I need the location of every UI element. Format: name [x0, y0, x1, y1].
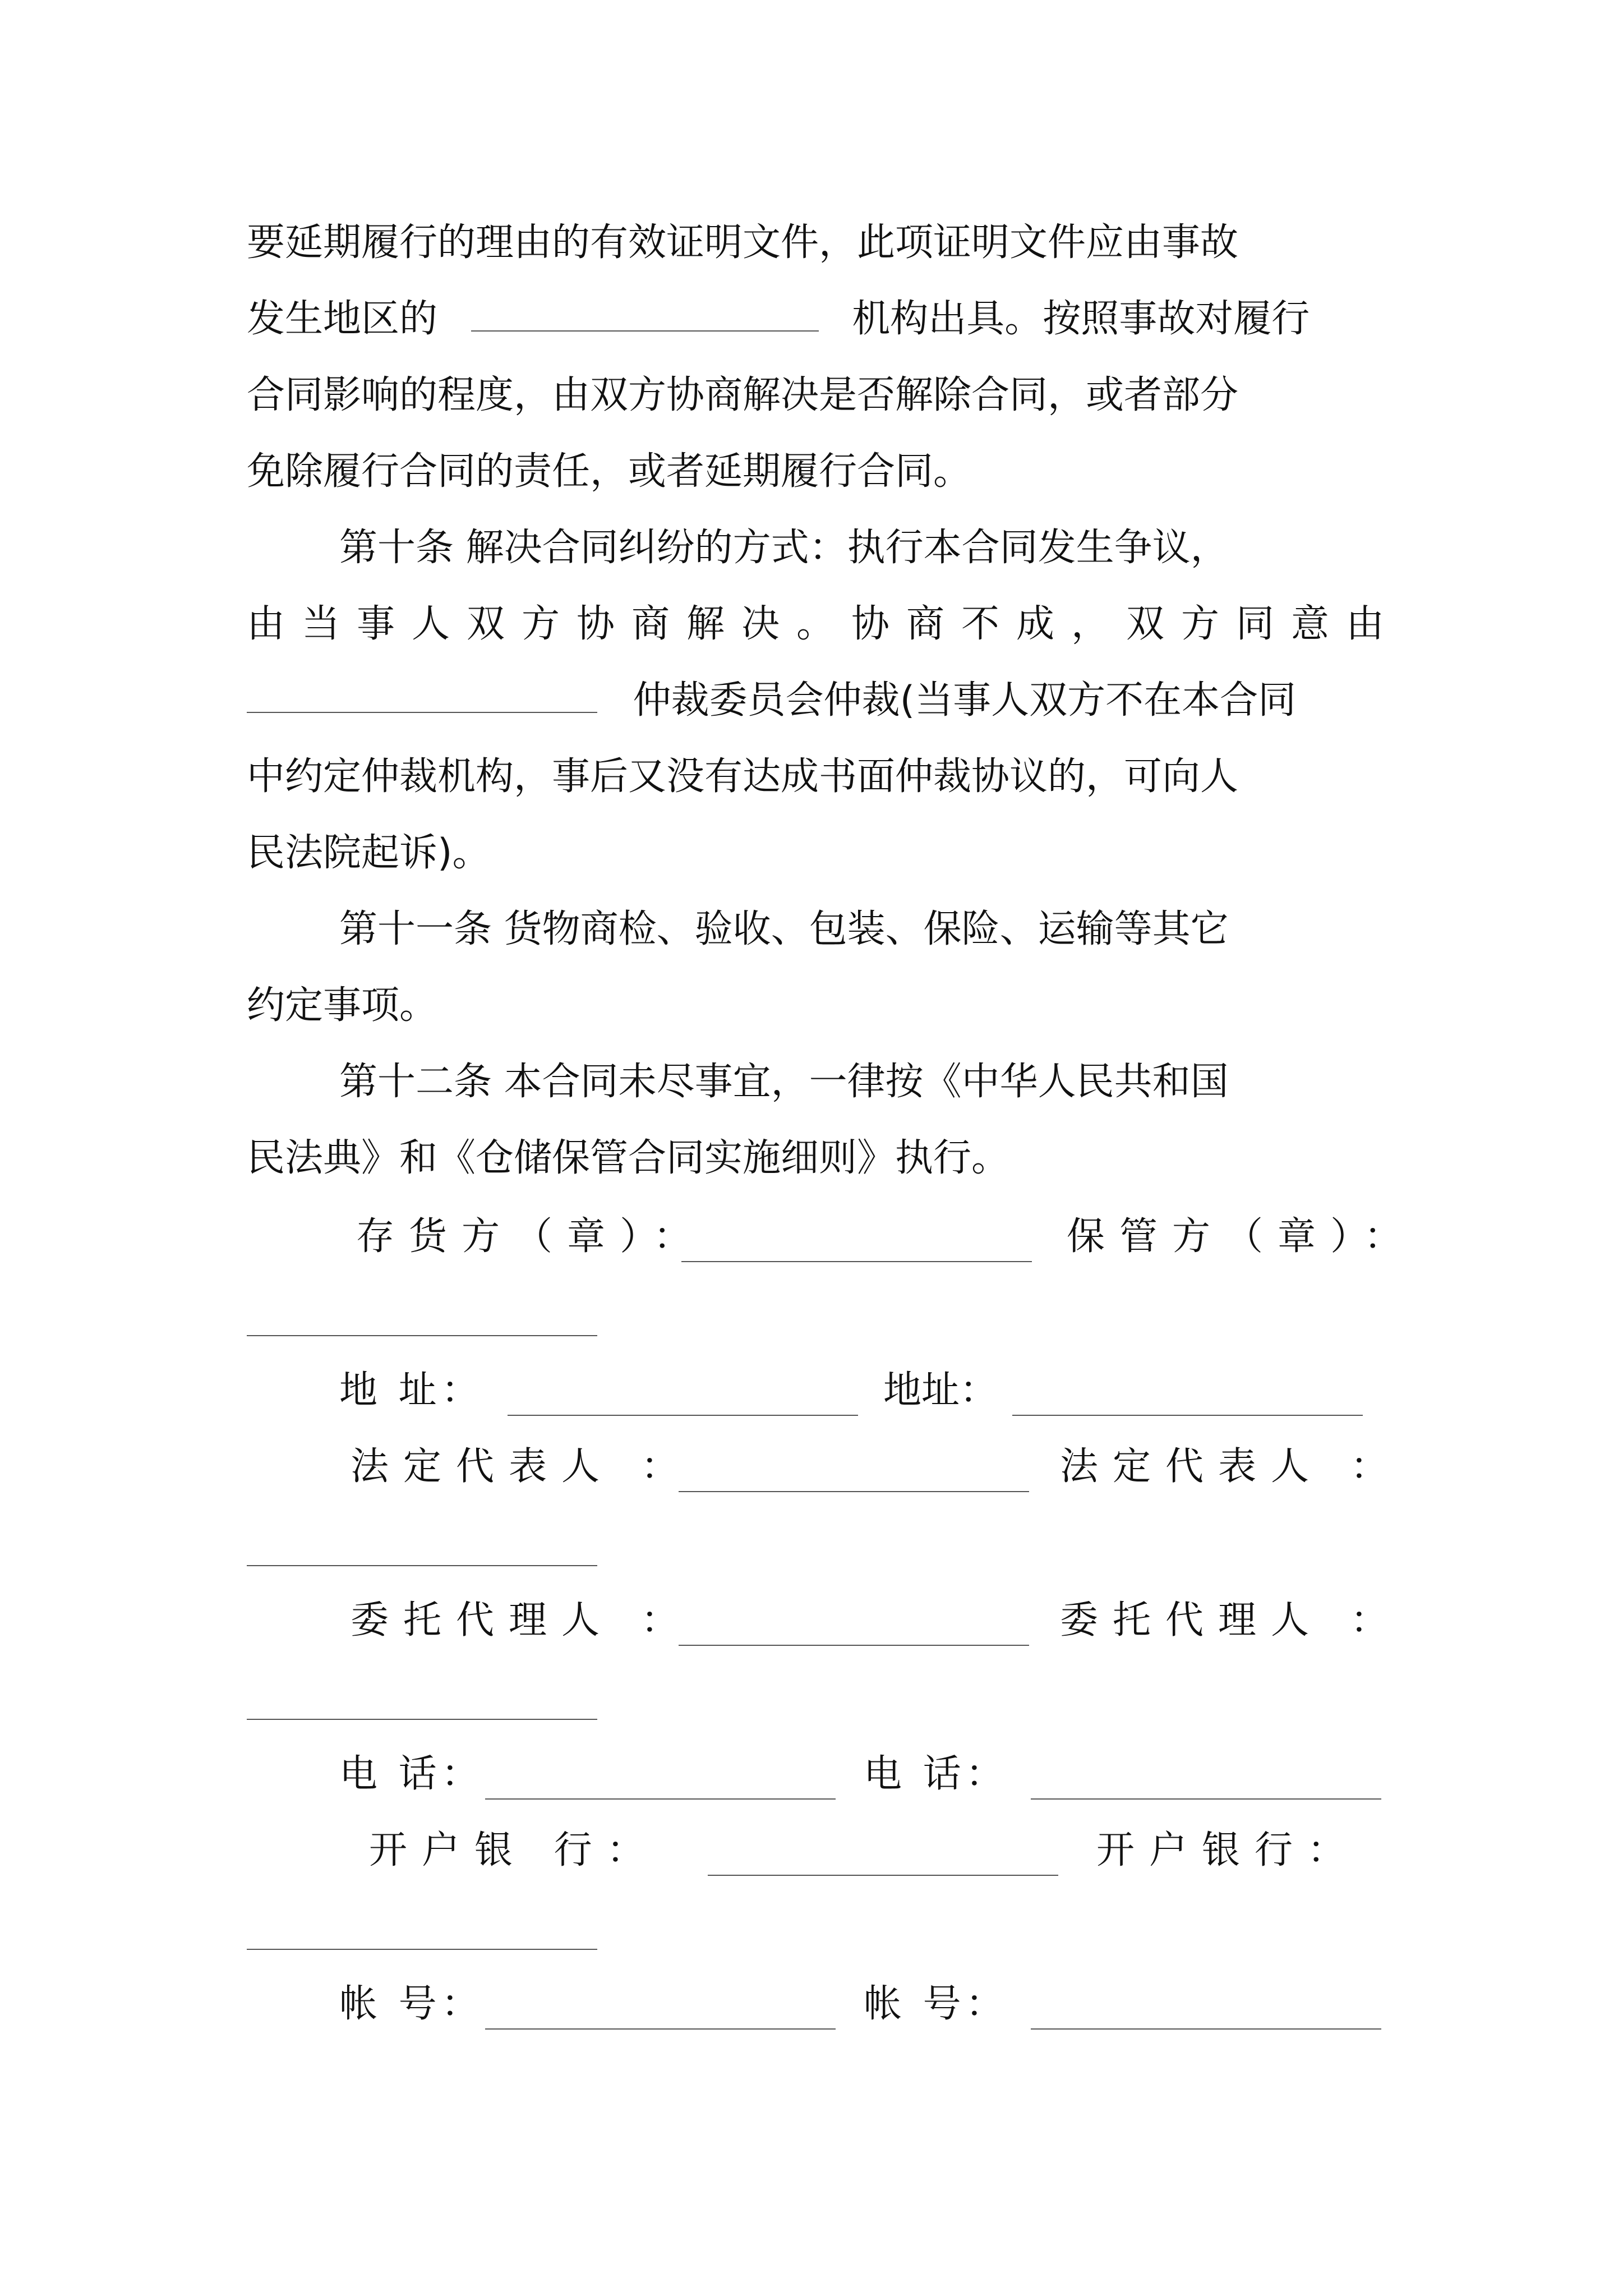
legal-representative-label-right: 法定代表人 ：: [1060, 1444, 1403, 1489]
paragraph-line: [247, 294, 1310, 344]
paragraph-line: 民法典》和《仓储保管合同实施细则》执行。: [247, 1136, 1010, 1180]
agent-blank-left[interactable]: [679, 1645, 1029, 1646]
article-11-heading: 第十一条 货物商检、验收、包装、保险、运输等其它: [339, 907, 1229, 951]
phone-label-left: 电 话：: [339, 1752, 484, 1796]
paragraph-line: 免除履行合同的责任，或者延期履行合同。: [247, 449, 972, 494]
phone-blank-right[interactable]: [1031, 1798, 1381, 1800]
custodian-seal-label: 保管方（章）：: [1067, 1214, 1417, 1259]
article-12-heading: 第十二条 本合同未尽事宜，一律按《中华人民共和国: [339, 1060, 1229, 1104]
paragraph-text: 发生地区的: [247, 297, 438, 341]
address-blank-right[interactable]: [1012, 1415, 1363, 1416]
paragraph-text: 仲裁委员会仲裁(当事人双方不在本合同: [633, 678, 1297, 723]
paragraph-text: 机构出具。按照事故对履行: [852, 297, 1310, 341]
paragraph-line: 约定事项。: [247, 983, 438, 1028]
depositor-seal-label: 存货方（章）：: [356, 1214, 707, 1259]
depositor-seal-blank[interactable]: [681, 1261, 1032, 1262]
custodian-seal-blank[interactable]: [247, 1335, 597, 1336]
bank-label-right: 开户银行：: [1096, 1828, 1361, 1872]
address-label-right: 地址：: [883, 1368, 998, 1412]
address-blank-left[interactable]: [508, 1415, 858, 1416]
paragraph-line: 中约定仲裁机构，事后又没有达成书面仲裁协议的，可向人: [247, 754, 1239, 799]
arbitration-committee-blank[interactable]: [247, 678, 597, 713]
bank-blank-left[interactable]: [708, 1875, 1058, 1876]
paragraph-line: 合同影响的程度，由双方协商解决是否解除合同，或者部分: [247, 373, 1239, 417]
legal-representative-blank-right[interactable]: [247, 1565, 597, 1566]
phone-blank-left[interactable]: [485, 1798, 836, 1800]
agent-label-right: 委托代理人 ：: [1060, 1598, 1403, 1642]
agent-label-left: 委托代理人 ：: [351, 1598, 694, 1642]
issuing-agency-blank[interactable]: [471, 297, 819, 332]
agent-blank-right[interactable]: [247, 1719, 597, 1720]
legal-representative-blank-left[interactable]: [679, 1491, 1029, 1492]
phone-label-right: 电 话：: [864, 1752, 1008, 1796]
article-10-heading: 第十条 解决合同纠纷的方式：执行本合同发生争议，: [339, 526, 1229, 570]
paragraph-line: [247, 675, 1296, 726]
account-blank-right[interactable]: [1031, 2028, 1381, 2030]
bank-label-left: 开户银 行：: [369, 1828, 660, 1872]
account-label-right: 帐 号：: [864, 1982, 1008, 2026]
bank-blank-right[interactable]: [247, 1949, 597, 1950]
address-label-left: 地 址：: [339, 1368, 484, 1412]
account-blank-left[interactable]: [485, 2028, 836, 2030]
paragraph-line: 要延期履行的理由的有效证明文件，此项证明文件应由事故: [247, 220, 1239, 265]
legal-representative-label-left: 法定代表人 ：: [351, 1444, 694, 1489]
paragraph-line: 民法院起诉)。: [247, 831, 491, 875]
paragraph-line: 由当事人双方协商解决。协商不成，双方同意由: [247, 602, 1401, 646]
account-label-left: 帐 号：: [339, 1982, 484, 2026]
